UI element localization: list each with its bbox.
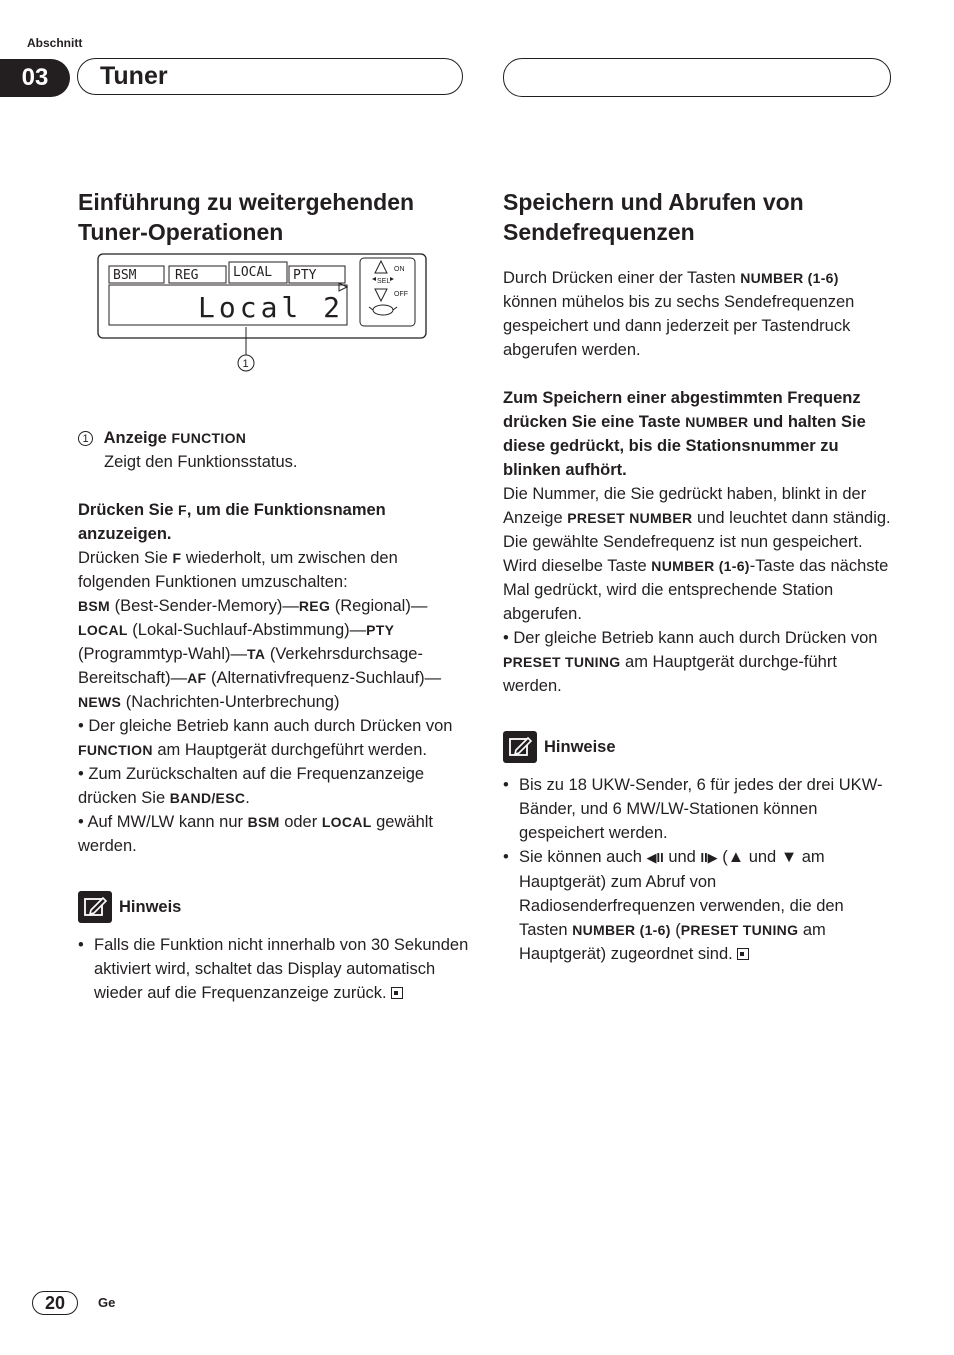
display-illustration: [78, 247, 473, 419]
empty-title-box: [503, 58, 891, 97]
right-note-item-1: • Bis zu 18 UKW-Sender, 6 für jedes der drei UKW-Bänder, und 6 MW/LW-Stationen können gespeichert werden.: [503, 773, 895, 845]
tab-local: LOCAL: [233, 265, 273, 280]
right-heading: Speichern und Abrufen von Sendefrequenzen: [503, 189, 804, 245]
display-diagram: [96, 251, 456, 421]
right-paragraph-2: Die Nummer, die Sie gedrückt haben, blinkt in der Anzeige PRESET NUMBER und leuchtet dann ständig. Die gewählte Sendefrequenz ist nun gespeichert.: [503, 485, 891, 551]
display-main-text: Local 2: [198, 291, 345, 324]
right-instruction: Zum Speichern einer abgestimmten Frequenz drücken Sie eine Taste NUMBER und halten Sie diese gedrückt, bis die Stationsnummer zu blinken aufhört.: [503, 389, 866, 479]
right-note-header: [503, 730, 895, 764]
right-bullet-1: • Der gleiche Betrieb kann auch durch Drücken von PRESET TUNING am Hauptgerät durchge-führt werden.: [503, 629, 878, 695]
left-note-list: [78, 933, 473, 1005]
pencil-note-icon: [503, 731, 537, 763]
tab-pty: PTY: [293, 268, 317, 283]
right-note-title: Hinweise: [544, 738, 616, 756]
tab-bsm: BSM: [113, 268, 137, 283]
right-intro: Durch Drücken einer der Tasten NUMBER (1-6) können mühelos bis zu sechs Sendefrequenzen gespeichert und dann jederzeit per Tastendruck abgerufen werden.: [503, 269, 855, 359]
page-number: 20: [32, 1291, 78, 1315]
left-bullet-3: • Auf MW/LW kann nur BSM oder LOCAL gewählt werden.: [78, 813, 434, 855]
right-note-item-2: • Sie können auch ◀II und II▶ (▲ und ▼ am Hauptgerät) zum Abruf von Radiosenderfrequenzen verwenden, die den Tasten NUMBER (1-6) (PRESET TUNING am Hauptgerät) zugeordnet sind.: [503, 845, 895, 966]
left-bullet-2: • Zum Zurückschalten auf die Frequenzanzeige drücken Sie BAND/ESC.: [78, 765, 425, 807]
section-number: 03: [0, 59, 70, 97]
off-label: OFF: [394, 291, 408, 298]
section-label: Abschnitt: [27, 36, 83, 50]
legend-number: 1: [78, 431, 93, 446]
prev-track-icon: ◀II: [646, 850, 664, 865]
left-note-header: [78, 890, 473, 924]
left-paragraph-1: Drücken Sie F wiederholt, um zwischen den folgenden Funktionen umzuschalten:: [78, 549, 398, 591]
down-arrow-icon: ▼: [780, 848, 798, 866]
end-mark-icon: [737, 948, 749, 960]
left-column: [78, 187, 473, 1005]
right-column: [503, 187, 895, 966]
right-note-list: [503, 773, 895, 966]
legend-line: [78, 426, 473, 450]
legend-title: Anzeige: [103, 429, 167, 447]
left-note-item: • Falls die Funktion nicht innerhalb von 30 Sekunden aktiviert wird, schaltet das Display automatisch wieder auf die Frequenzanzeige zurück.: [78, 933, 473, 1005]
right-paragraph-3: Wird dieselbe Taste NUMBER (1-6)-Taste das nächste Mal gedrückt, wird die entsprechende Station abgerufen.: [503, 557, 889, 623]
end-mark-icon: [391, 987, 403, 999]
function-sequence: BSM (Best-Sender-Memory)—REG (Regional)—LOCAL (Lokal-Suchlauf-Abstimmung)—PTY (Programmtyp-Wahl)—TA (Verkehrsdurchsage-Bereitschaft)—AF (Alternativfrequenz-Suchlauf)—NEWS (Nachrichten-Unterbrechung): [78, 597, 442, 711]
section-title-box: [77, 58, 463, 95]
legend-keyword: FUNCTION: [171, 430, 247, 446]
tab-reg: REG: [175, 268, 199, 283]
up-arrow-icon: ▲: [727, 848, 745, 866]
left-heading: Einführung zu weitergehenden Tuner-Operationen: [78, 189, 415, 245]
on-label: ON: [394, 266, 405, 273]
language-code: Ge: [98, 1295, 116, 1310]
section-title: Tuner: [100, 62, 168, 90]
next-track-icon: II▶: [700, 850, 718, 865]
left-bullet-1: • Der gleiche Betrieb kann auch durch Drücken von FUNCTION am Hauptgerät durchgeführt werden.: [78, 717, 453, 759]
legend-desc: Zeigt den Funktionsstatus.: [104, 453, 298, 471]
display-callout: 1: [242, 358, 249, 370]
left-instruction: Drücken Sie F, um die Funktionsnamen anzuzeigen.: [78, 501, 386, 543]
pencil-note-icon: [78, 891, 112, 923]
sel-label: SEL: [377, 278, 391, 285]
left-note-title: Hinweis: [119, 898, 182, 916]
